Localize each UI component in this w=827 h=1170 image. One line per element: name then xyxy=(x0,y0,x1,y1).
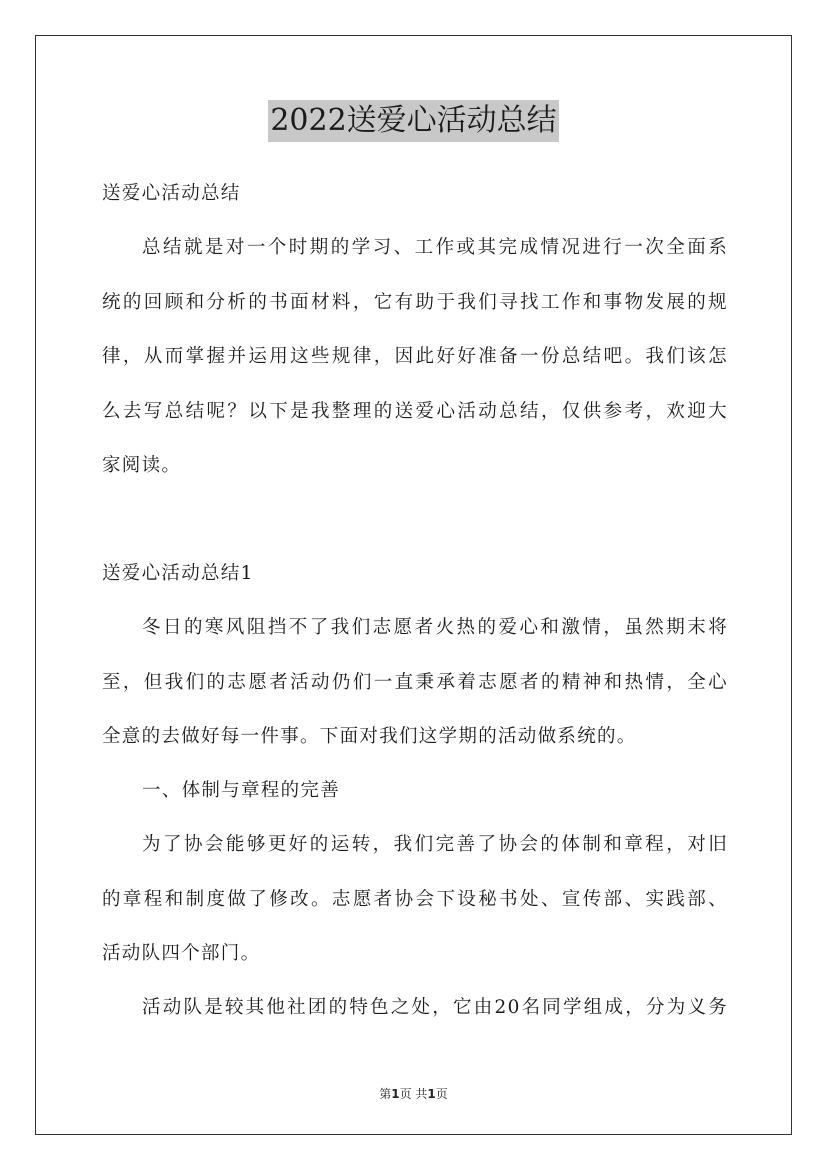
section-heading-intro: 送爱心活动总结 xyxy=(102,183,241,204)
footer-page-prefix: 第 xyxy=(379,1087,392,1101)
paragraph-line: 总结就是对一个时期的学习、工作或其完成情况进行一次全面系 xyxy=(142,237,728,258)
paragraph-line: 为了协会能够更好的运转，我们完善了协会的体制和章程，对旧 xyxy=(142,834,728,855)
paragraph-line: 活动队是较其他社团的特色之处，它由20名同学组成，分为义务 xyxy=(142,997,728,1018)
subheading-line: 一、体制与章程的完善 xyxy=(142,780,341,801)
footer-page-mid: 页 共 xyxy=(399,1087,428,1101)
footer-page-current: 1 xyxy=(391,1087,400,1101)
page-footer xyxy=(0,1086,827,1102)
paragraph-line: 的章程和制度做了修改。志愿者协会下设秘书处、宣传部、实践部、 xyxy=(102,889,728,910)
paragraph-line: 至，但我们的志愿者活动仍们一直秉承着志愿者的精神和热情，全心 xyxy=(102,672,728,693)
footer-page-suffix: 页 xyxy=(435,1087,448,1101)
paragraph-line: 统的回顾和分析的书面材料，它有助于我们寻找工作和事物发展的规 xyxy=(102,292,728,313)
title-wrap xyxy=(0,100,827,142)
document-title: 2022送爱心活动总结 xyxy=(268,100,558,142)
paragraph-line: 全意的去做好每一件事。下面对我们这学期的活动做系统的。 xyxy=(102,726,637,747)
paragraph-line: 冬日的寒风阻挡不了我们志愿者火热的爱心和激情，虽然期末将 xyxy=(142,617,728,638)
paragraph-line: 么去写总结呢？以下是我整理的送爱心活动总结，仅供参考，欢迎大 xyxy=(102,401,728,422)
section-heading-1: 送爱心活动总结1 xyxy=(102,563,254,584)
paragraph-line: 家阅读。 xyxy=(102,455,182,476)
paragraph-line: 律，从而掌握并运用这些规律，因此好好准备一份总结吧。我们该怎 xyxy=(102,346,728,367)
footer-page-total: 1 xyxy=(427,1087,436,1101)
paragraph-line: 活动队四个部门。 xyxy=(102,943,261,964)
